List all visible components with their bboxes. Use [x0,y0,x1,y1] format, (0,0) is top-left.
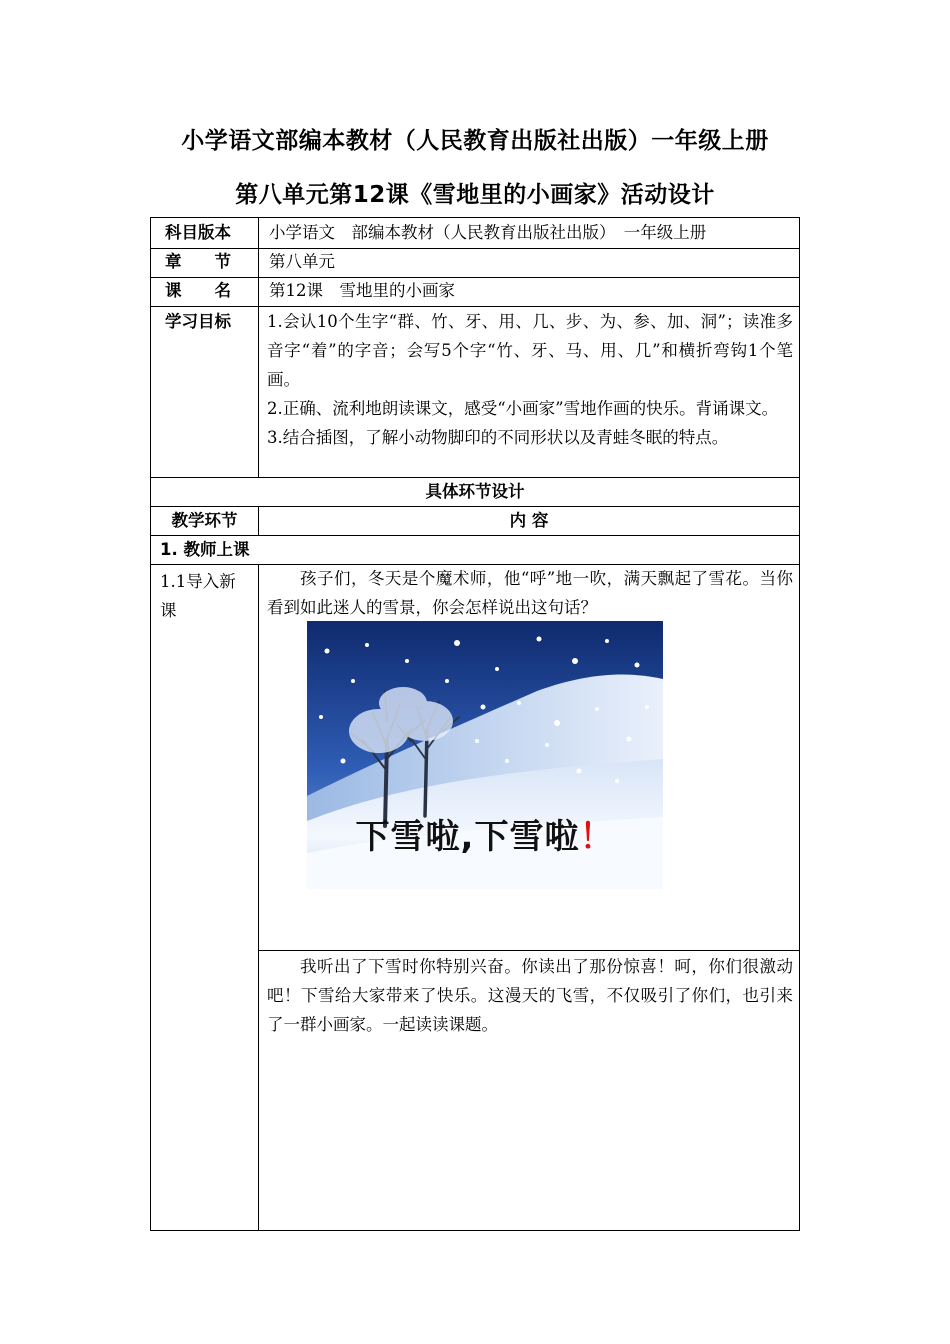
image-caption [307,809,663,858]
image-caption-text: 下雪啦,下雪啦 [355,817,580,857]
column-header-stage: 教学环节 [171,511,238,530]
section-header: 具体环节设计 [425,482,525,501]
column-header-content: 内 容 [509,511,549,530]
value-chapter: 第八单元 [269,252,335,271]
goal-item: 3.结合插图，了解小动物脚印的不同形状以及青蛙冬眠的特点。 [267,428,729,447]
snow-scene-image [307,621,663,889]
goal-item: 2.正确、流利地朗读课文，感受“小画家”雪地作画的快乐。背诵课文。 [267,399,779,418]
column-divider-bottom [258,564,259,1230]
label-chapter: 章 节 [165,252,231,271]
lesson-table [150,217,800,1231]
image-caption-mark: ！ [579,817,615,857]
step-intro-text: 孩子们，冬天是个魔术师，他“呼”地一吹，满天飘起了雪花。当你看到如此迷人的雪景，你会怎样说出这句话？ [267,569,793,617]
step-label: 1.1导入新课 [160,572,236,620]
value-lesson-name: 第12课 雪地里的小画家 [269,281,455,300]
learning-goals [267,307,793,452]
goal-item: 1.会认10个生字“群、竹、牙、用、几、步、为、参、加、洞”；读准多音字“着”的字音；会写5个字“竹、牙、马、用、几”和横折弯钩1个笔画。 [267,312,793,389]
content-divider [258,950,799,951]
label-lesson-name: 课 名 [165,281,231,300]
document-title-line1: 小学语文部编本教材（人民教育出版社出版）一年级上册 [181,128,769,154]
label-subject-version: 科目版本 [165,223,231,242]
label-learning-goals: 学习目标 [165,312,231,331]
value-subject-version: 小学语文 部编本教材（人民教育出版社出版） 一年级上册 [269,223,707,242]
step-followup-text: 我听出了下雪时你特别兴奋。你读出了那份惊喜！呵，你们很激动吧！下雪给大家带来了快乐。这漫天的飞雪，不仅吸引了你们，也引来了一群小画家。一起读读课题。 [267,957,793,1034]
phase-heading: 1. 教师上课 [160,540,250,559]
column-divider-top [258,218,259,477]
document-title-line2: 第八单元第12课《雪地里的小画家》活动设计 [235,182,715,208]
